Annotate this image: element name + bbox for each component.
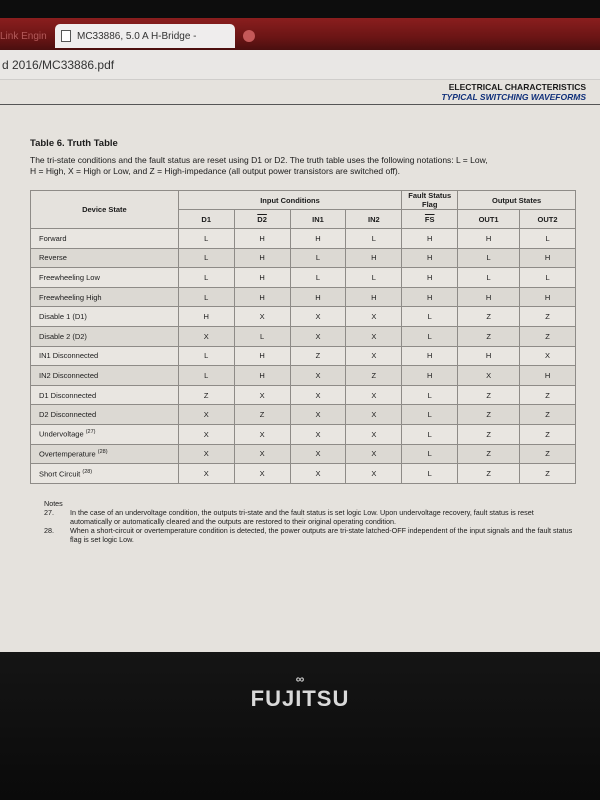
table-description-line: The tri-state conditions and the fault status are reset using D1 or D2. The truth table uses the following notations: L = Low, bbox=[30, 155, 488, 165]
device-state-label: D2 Disconnected bbox=[39, 410, 97, 420]
browser-tab-bar bbox=[0, 18, 600, 50]
brand-name: FUJITSU bbox=[250, 686, 350, 711]
note-28 bbox=[44, 526, 574, 544]
header-in1: IN1 bbox=[290, 210, 346, 229]
header-subsection-title: TYPICAL SWITCHING WAVEFORMS bbox=[441, 92, 586, 102]
table-row bbox=[31, 287, 576, 307]
header-rule bbox=[0, 104, 600, 105]
note-text: When a short-circuit or overtemperature condition is detected, the power outputs are tri-state latched-OFF independent of the input signals and the fault status flag is set logic Low. bbox=[70, 526, 573, 544]
device-state-label: Disable 1 (D1) bbox=[39, 312, 87, 322]
cell-out1: Z bbox=[458, 444, 520, 464]
cell-out1: Z bbox=[458, 326, 520, 346]
cell-out2: H bbox=[520, 366, 576, 386]
cell-device-state bbox=[31, 307, 179, 327]
device-state-label: Freewheeling High bbox=[39, 292, 102, 302]
cell-out1: H bbox=[458, 229, 520, 249]
cell-out2: Z bbox=[520, 424, 576, 444]
cell-fs: H bbox=[402, 268, 458, 288]
tab-label: Link Engin bbox=[0, 30, 47, 42]
cell-fs: L bbox=[402, 326, 458, 346]
cell-d1: L bbox=[178, 346, 234, 366]
cell-out1: Z bbox=[458, 405, 520, 425]
footnote-ref: (27) bbox=[85, 429, 96, 436]
device-state-label: Short Circuit bbox=[39, 469, 81, 479]
cell-out1: Z bbox=[458, 307, 520, 327]
header-fs: $\overline{FS}$ bbox=[402, 210, 458, 229]
device-state-label: IN2 Disconnected bbox=[39, 370, 99, 380]
address-bar[interactable] bbox=[0, 50, 600, 80]
tab-label: MC33886, 5.0 A H-Bridge - bbox=[77, 30, 197, 42]
cell-d1: X bbox=[178, 464, 234, 484]
cell-in2: X bbox=[346, 346, 402, 366]
cell-d2: X bbox=[234, 385, 290, 405]
cell-in1: X bbox=[290, 464, 346, 484]
cell-in2: H bbox=[346, 248, 402, 268]
table-row bbox=[31, 424, 576, 444]
cell-in2: L bbox=[346, 229, 402, 249]
cell-out1: Z bbox=[458, 424, 520, 444]
cell-out1: H bbox=[458, 287, 520, 307]
cell-out2: H bbox=[520, 248, 576, 268]
notes-section bbox=[44, 499, 574, 544]
table-row bbox=[31, 366, 576, 386]
device-state-label: Overtemperature bbox=[39, 449, 96, 459]
cell-device-state bbox=[31, 444, 179, 464]
cell-out2: L bbox=[520, 229, 576, 249]
cell-d1: H bbox=[178, 307, 234, 327]
cell-device-state bbox=[31, 464, 179, 484]
cell-in1: X bbox=[290, 444, 346, 464]
cell-d1: X bbox=[178, 326, 234, 346]
cell-in1: X bbox=[290, 424, 346, 444]
cell-d2: H bbox=[234, 287, 290, 307]
cell-in2: X bbox=[346, 424, 402, 444]
cell-fs: H bbox=[402, 229, 458, 249]
cell-d1: L bbox=[178, 268, 234, 288]
cell-device-state bbox=[31, 287, 179, 307]
cell-d2: X bbox=[234, 307, 290, 327]
cell-out1: Z bbox=[458, 385, 520, 405]
table-description bbox=[30, 155, 575, 177]
cell-in1: Z bbox=[290, 346, 346, 366]
cell-fs: L bbox=[402, 385, 458, 405]
cell-in2: L bbox=[346, 268, 402, 288]
device-state-label: Disable 2 (D2) bbox=[39, 331, 87, 341]
cell-device-state bbox=[31, 346, 179, 366]
cell-in1: X bbox=[290, 326, 346, 346]
table-row bbox=[31, 268, 576, 288]
header-device-state: Device State bbox=[31, 191, 179, 229]
cell-d2: X bbox=[234, 424, 290, 444]
header-section-title: ELECTRICAL CHARACTERISTICS bbox=[448, 82, 586, 92]
cell-in1: H bbox=[290, 287, 346, 307]
table-row bbox=[31, 229, 576, 249]
header-out1: OUT1 bbox=[458, 210, 520, 229]
tab-link-engin[interactable] bbox=[0, 24, 55, 48]
table-title: Table 6. Truth Table bbox=[30, 138, 118, 149]
truth-table-body bbox=[31, 229, 576, 484]
device-state-label: Forward bbox=[39, 233, 67, 243]
device-state-label: IN1 Disconnected bbox=[39, 351, 99, 361]
cell-fs: L bbox=[402, 424, 458, 444]
cell-in1: L bbox=[290, 248, 346, 268]
cell-in1: L bbox=[290, 268, 346, 288]
cell-in2: X bbox=[346, 326, 402, 346]
cell-out2: Z bbox=[520, 326, 576, 346]
cell-device-state bbox=[31, 385, 179, 405]
cell-out2: L bbox=[520, 268, 576, 288]
cell-d2: H bbox=[234, 268, 290, 288]
cell-fs: H bbox=[402, 287, 458, 307]
new-tab-icon bbox=[243, 30, 255, 42]
cell-in1: H bbox=[290, 229, 346, 249]
device-state-label: Freewheeling Low bbox=[39, 272, 100, 282]
cell-d2: L bbox=[234, 326, 290, 346]
infinity-mark-icon: ∞ bbox=[295, 672, 305, 686]
table-description-line: H = High, X = High or Low, and Z = High-impedance (all output power transistors are switched off). bbox=[30, 166, 401, 176]
cell-in2: X bbox=[346, 385, 402, 405]
cell-in2: X bbox=[346, 307, 402, 327]
cell-d1: L bbox=[178, 248, 234, 268]
cell-in2: X bbox=[346, 464, 402, 484]
cell-device-state bbox=[31, 366, 179, 386]
cell-d1: X bbox=[178, 405, 234, 425]
table-row bbox=[31, 405, 576, 425]
cell-d1: L bbox=[178, 287, 234, 307]
cell-in1: X bbox=[290, 385, 346, 405]
address-text: d 2016/MC33886.pdf bbox=[2, 57, 115, 72]
pdf-page bbox=[0, 80, 600, 652]
table-row bbox=[31, 464, 576, 484]
truth-table bbox=[30, 190, 576, 484]
cell-d1: L bbox=[178, 229, 234, 249]
cell-d2: H bbox=[234, 248, 290, 268]
cell-d1: X bbox=[178, 424, 234, 444]
header-out2: OUT2 bbox=[520, 210, 576, 229]
table-row bbox=[31, 307, 576, 327]
cell-in2: X bbox=[346, 444, 402, 464]
device-state-label: Reverse bbox=[39, 253, 67, 263]
note-text: In the case of an undervoltage condition, the outputs tri-state and the fault status is set logic Low. Upon undervoltage recovery, fault status is reset automatically or automatically cleared and the outputs are restored to their original operating condition. bbox=[70, 508, 534, 526]
header-d1: D1 bbox=[178, 210, 234, 229]
cell-device-state bbox=[31, 326, 179, 346]
cell-d2: H bbox=[234, 346, 290, 366]
cell-in2: Z bbox=[346, 366, 402, 386]
header-in2: IN2 bbox=[346, 210, 402, 229]
table-row bbox=[31, 326, 576, 346]
cell-out1: H bbox=[458, 346, 520, 366]
cell-fs: L bbox=[402, 307, 458, 327]
header-output-states: Output States bbox=[458, 191, 576, 210]
cell-out2: Z bbox=[520, 464, 576, 484]
cell-d1: Z bbox=[178, 385, 234, 405]
note-number: 28. bbox=[44, 526, 54, 535]
device-state-label: D1 Disconnected bbox=[39, 390, 97, 400]
note-number: 27. bbox=[44, 508, 54, 517]
page-header bbox=[441, 82, 586, 102]
cell-d1: L bbox=[178, 366, 234, 386]
cell-in2: X bbox=[346, 405, 402, 425]
new-tab-button[interactable] bbox=[238, 24, 260, 48]
footnote-ref: (28) bbox=[82, 468, 93, 475]
header-fault-status: Fault Status Flag bbox=[402, 191, 458, 210]
cell-fs: H bbox=[402, 346, 458, 366]
table-row bbox=[31, 385, 576, 405]
document-icon bbox=[61, 30, 71, 42]
footnote-ref: (28) bbox=[97, 449, 108, 456]
cell-fs: L bbox=[402, 405, 458, 425]
table-row bbox=[31, 444, 576, 464]
cell-out2: Z bbox=[520, 405, 576, 425]
cell-d2: X bbox=[234, 464, 290, 484]
cell-out2: Z bbox=[520, 385, 576, 405]
cell-device-state bbox=[31, 248, 179, 268]
cell-fs: H bbox=[402, 248, 458, 268]
cell-d1: X bbox=[178, 444, 234, 464]
cell-out1: L bbox=[458, 248, 520, 268]
cell-device-state bbox=[31, 405, 179, 425]
cell-out1: Z bbox=[458, 464, 520, 484]
table-row bbox=[31, 346, 576, 366]
cell-fs: L bbox=[402, 464, 458, 484]
device-state-label: Undervoltage bbox=[39, 429, 84, 439]
cell-in1: X bbox=[290, 366, 346, 386]
cell-out2: Z bbox=[520, 307, 576, 327]
note-27 bbox=[44, 508, 574, 526]
cell-device-state bbox=[31, 268, 179, 288]
cell-in2: H bbox=[346, 287, 402, 307]
cell-out1: L bbox=[458, 268, 520, 288]
fujitsu-logo bbox=[0, 672, 600, 712]
notes-title: Notes bbox=[44, 499, 63, 508]
cell-out1: X bbox=[458, 366, 520, 386]
tab-mc33886-pdf[interactable] bbox=[55, 24, 235, 48]
cell-d2: H bbox=[234, 366, 290, 386]
cell-d2: X bbox=[234, 444, 290, 464]
cell-in1: X bbox=[290, 307, 346, 327]
cell-device-state bbox=[31, 424, 179, 444]
cell-fs: H bbox=[402, 366, 458, 386]
cell-d2: Z bbox=[234, 405, 290, 425]
cell-in1: X bbox=[290, 405, 346, 425]
cell-out2: Z bbox=[520, 444, 576, 464]
table-row bbox=[31, 248, 576, 268]
header-d2: D2 bbox=[234, 210, 290, 229]
cell-device-state bbox=[31, 229, 179, 249]
cell-out2: H bbox=[520, 287, 576, 307]
cell-d2: H bbox=[234, 229, 290, 249]
cell-out2: X bbox=[520, 346, 576, 366]
cell-fs: L bbox=[402, 444, 458, 464]
header-input-conditions: Input Conditions bbox=[178, 191, 402, 210]
